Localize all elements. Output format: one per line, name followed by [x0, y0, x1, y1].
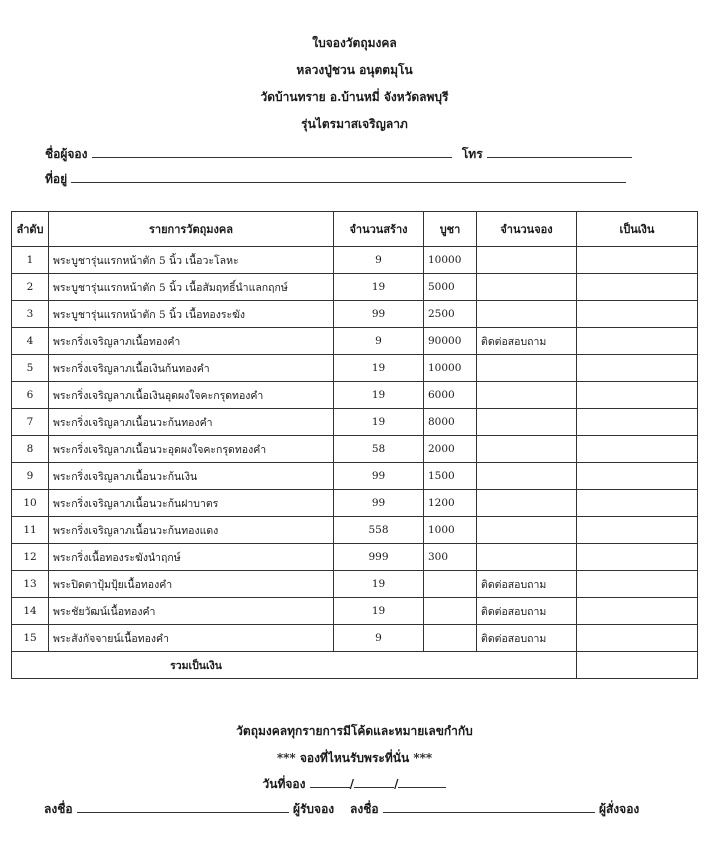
made-count-cell: 99	[334, 463, 424, 490]
table-row	[12, 382, 698, 409]
code-note: วัตถุมงคลทุกรายการมีโค้ดและหมายเลขกำกับ	[236, 724, 473, 738]
date-year-field[interactable]	[398, 776, 446, 788]
made-count-cell: 9	[334, 328, 424, 355]
price-cell	[424, 625, 477, 652]
price-cell: 300	[424, 544, 477, 571]
orderer-sign-label: ลงชื่อ	[350, 802, 379, 816]
price-cell: 6000	[424, 382, 477, 409]
row-number-cell: 12	[12, 544, 49, 571]
item-name-cell: พระกริ่งเจริญลาภเนื้อทองคำ	[49, 328, 334, 355]
table-row	[12, 598, 698, 625]
price-cell: 1200	[424, 490, 477, 517]
row-number-cell: 8	[12, 436, 49, 463]
row-number-cell: 2	[12, 274, 49, 301]
made-count-cell: 9	[334, 247, 424, 274]
booked-qty-cell[interactable]	[477, 544, 577, 571]
made-count-cell: 99	[334, 490, 424, 517]
booked-qty-cell[interactable]: ติดต่อสอบถาม	[477, 571, 577, 598]
orderer-signature	[350, 800, 639, 819]
made-count-cell: 999	[334, 544, 424, 571]
form-title: ใบจองวัตถุมงคล	[312, 36, 397, 50]
amount-cell[interactable]	[577, 544, 698, 571]
booked-qty-cell[interactable]	[477, 436, 577, 463]
row-number-cell: 5	[12, 355, 49, 382]
table-row	[12, 274, 698, 301]
item-name-cell: พระกริ่งเนื้อทองระฆังนำฤกษ์	[49, 544, 334, 571]
monk-name: หลวงปู่ชวน อนุตตมุโน	[296, 63, 413, 77]
item-name-cell: พระกริ่งเจริญลาภเนื้อนวะก้นเงิน	[49, 463, 334, 490]
item-name-cell: พระสังกัจจายน์เนื้อทองคำ	[49, 625, 334, 652]
temple-name: วัดบ้านทราย อ.บ้านหมี่ จังหวัดลพบุรี	[260, 90, 449, 104]
table-row	[12, 490, 698, 517]
total-label: รวมเป็นเงิน	[12, 652, 577, 679]
made-count-cell: 19	[334, 409, 424, 436]
orderer-label: ผู้สั่งจอง	[598, 802, 640, 816]
amount-cell[interactable]	[577, 301, 698, 328]
row-number-cell: 11	[12, 517, 49, 544]
receiver-sign-field[interactable]	[77, 801, 289, 813]
amount-cell[interactable]	[577, 490, 698, 517]
table-header-row	[12, 212, 698, 247]
amount-cell[interactable]	[577, 571, 698, 598]
date-day-field[interactable]	[310, 776, 350, 788]
receiver-sign-label: ลงชื่อ	[44, 802, 73, 816]
booked-qty-cell[interactable]	[477, 490, 577, 517]
booked-qty-cell[interactable]: ติดต่อสอบถาม	[477, 328, 577, 355]
receiver-signature	[44, 800, 334, 819]
col-header-amount: เป็นเงิน	[577, 212, 698, 247]
made-count-cell: 19	[334, 571, 424, 598]
booked-qty-cell[interactable]	[477, 355, 577, 382]
booked-qty-cell[interactable]	[477, 382, 577, 409]
made-count-cell: 19	[334, 274, 424, 301]
made-count-cell: 58	[334, 436, 424, 463]
amount-cell[interactable]	[577, 274, 698, 301]
orderer-name-field[interactable]	[92, 146, 452, 158]
table-row	[12, 247, 698, 274]
series-name: รุ่นไตรมาสเจริญลาภ	[301, 117, 408, 131]
table-row	[12, 625, 698, 652]
table-row	[12, 571, 698, 598]
item-name-cell: พระกริ่งเจริญลาภเนื้อนวะก้นทองแดง	[49, 517, 334, 544]
amount-cell[interactable]	[577, 409, 698, 436]
booked-qty-cell[interactable]	[477, 274, 577, 301]
row-number-cell: 13	[12, 571, 49, 598]
row-number-cell: 14	[12, 598, 49, 625]
row-number-cell: 9	[12, 463, 49, 490]
total-amount-cell[interactable]	[577, 652, 698, 679]
price-cell: 1000	[424, 517, 477, 544]
booked-qty-cell[interactable]: ติดต่อสอบถาม	[477, 598, 577, 625]
amount-cell[interactable]	[577, 247, 698, 274]
booked-qty-cell[interactable]	[477, 463, 577, 490]
booked-qty-cell[interactable]	[477, 409, 577, 436]
item-name-cell: พระปิดตาปุ้มปุ้ยเนื้อทองคำ	[49, 571, 334, 598]
orderer-name-label: ชื่อผู้จอง	[45, 147, 88, 161]
total-row	[12, 652, 698, 679]
amount-cell[interactable]	[577, 598, 698, 625]
item-name-cell: พระกริ่งเจริญลาภเนื้อนวะก้นฝาบาตร	[49, 490, 334, 517]
booked-qty-cell[interactable]: ติดต่อสอบถาม	[477, 625, 577, 652]
amount-cell[interactable]	[577, 436, 698, 463]
order-date-row: วันที่จอง / /	[0, 775, 709, 794]
pickup-note: *** จองที่ไหนรับพระที่นั่น ***	[276, 751, 433, 765]
address-label: ที่อยู่	[45, 172, 68, 186]
table-row	[12, 301, 698, 328]
made-count-cell: 19	[334, 382, 424, 409]
table-row	[12, 517, 698, 544]
made-count-cell: 558	[334, 517, 424, 544]
order-date-label: วันที่จอง	[262, 777, 306, 791]
price-cell: 1500	[424, 463, 477, 490]
made-count-cell: 99	[334, 301, 424, 328]
table-row	[12, 463, 698, 490]
item-name-cell: พระบูชารุ่นแรกหน้าตัก 5 นิ้ว เนื้อวะโลหะ	[49, 247, 334, 274]
amount-cell[interactable]	[577, 382, 698, 409]
row-number-cell: 10	[12, 490, 49, 517]
booked-qty-cell[interactable]	[477, 301, 577, 328]
row-number-cell: 7	[12, 409, 49, 436]
price-cell	[424, 598, 477, 625]
phone-field[interactable]	[487, 146, 632, 158]
table-row	[12, 436, 698, 463]
booked-qty-cell[interactable]	[477, 517, 577, 544]
item-name-cell: พระชัยวัฒน์เนื้อทองคำ	[49, 598, 334, 625]
price-cell: 5000	[424, 274, 477, 301]
table-row	[12, 328, 698, 355]
row-number-cell: 4	[12, 328, 49, 355]
price-cell: 90000	[424, 328, 477, 355]
price-cell	[424, 571, 477, 598]
orderer-name-row	[45, 145, 632, 164]
booked-qty-cell[interactable]	[477, 247, 577, 274]
price-cell: 2000	[424, 436, 477, 463]
table-row	[12, 409, 698, 436]
orderer-sign-field[interactable]	[383, 801, 595, 813]
amount-cell[interactable]	[577, 517, 698, 544]
amount-cell[interactable]	[577, 463, 698, 490]
amount-cell[interactable]	[577, 328, 698, 355]
price-cell: 8000	[424, 409, 477, 436]
amount-cell[interactable]	[577, 355, 698, 382]
item-name-cell: พระบูชารุ่นแรกหน้าตัก 5 นิ้ว เนื้อทองระฆัง	[49, 301, 334, 328]
price-cell: 2500	[424, 301, 477, 328]
amount-cell[interactable]	[577, 625, 698, 652]
row-number-cell: 3	[12, 301, 49, 328]
phone-label: โทร	[461, 147, 483, 161]
item-name-cell: พระกริ่งเจริญลาภเนื้อนวะอุดผงใจคะกรุดทองคำ	[49, 436, 334, 463]
row-number-cell: 15	[12, 625, 49, 652]
col-header-booked: จำนวนจอง	[477, 212, 577, 247]
made-count-cell: 19	[334, 355, 424, 382]
col-header-made: จำนวนสร้าง	[334, 212, 424, 247]
row-number-cell: 6	[12, 382, 49, 409]
price-cell: 10000	[424, 247, 477, 274]
made-count-cell: 19	[334, 598, 424, 625]
receiver-label: ผู้รับจอง	[292, 802, 335, 816]
col-header-price: บูชา	[424, 212, 477, 247]
address-field[interactable]	[71, 171, 626, 183]
item-name-cell: พระกริ่งเจริญลาภเนื้อเงินก้นทองคำ	[49, 355, 334, 382]
made-count-cell: 9	[334, 625, 424, 652]
col-header-item: รายการวัตถุมงคล	[49, 212, 334, 247]
item-name-cell: พระกริ่งเจริญลาภเนื้อเงินอุดผงใจคะกรุดทองคำ	[49, 382, 334, 409]
date-month-field[interactable]	[354, 776, 394, 788]
table-row	[12, 544, 698, 571]
table-row	[12, 355, 698, 382]
item-name-cell: พระกริ่งเจริญลาภเนื้อนวะก้นทองคำ	[49, 409, 334, 436]
col-header-no: ลำดับ	[12, 212, 49, 247]
address-row	[45, 170, 626, 189]
item-name-cell: พระบูชารุ่นแรกหน้าตัก 5 นิ้ว เนื้อสัมฤทธิ์นำแลกฤกษ์	[49, 274, 334, 301]
order-table	[11, 211, 698, 679]
price-cell: 10000	[424, 355, 477, 382]
row-number-cell: 1	[12, 247, 49, 274]
